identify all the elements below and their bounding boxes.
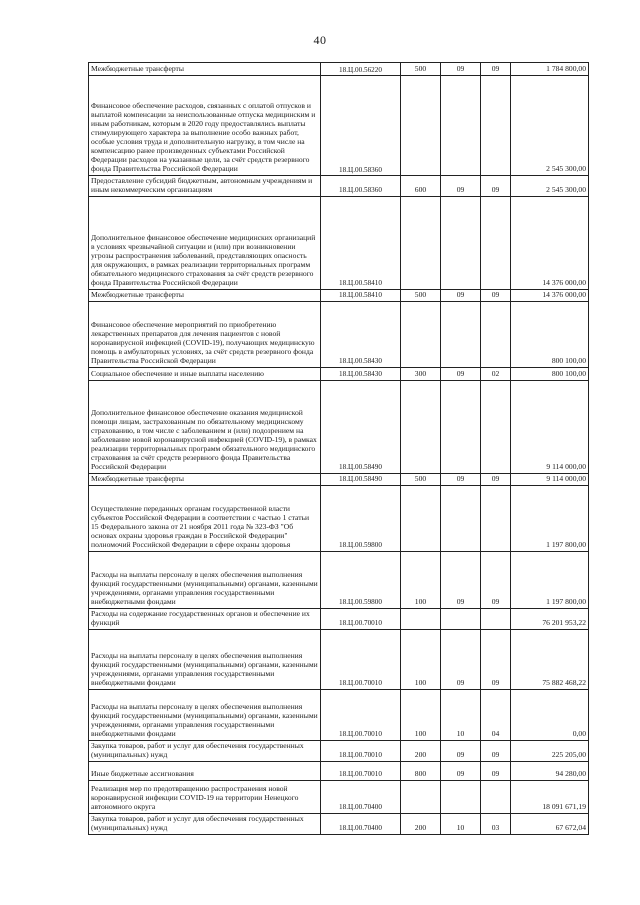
expense-type-code-cell <box>401 301 441 367</box>
expense-name-cell <box>89 473 321 485</box>
expense-name-text: Закупка товаров, работ и услуг для обеспечения государственных (муниципальных) нужд <box>91 813 304 832</box>
subsection-code-cell <box>481 76 511 176</box>
section-code-cell: 09 <box>441 629 481 689</box>
section-code-cell: 09 <box>441 740 481 761</box>
target-article-code-cell: 18.Ц.00.58490 <box>321 380 401 473</box>
page-number: 40 <box>313 33 327 47</box>
expense-type-code-cell <box>401 196 441 289</box>
section-code-cell: 09 <box>441 176 481 197</box>
section-code-cell: 09 <box>441 289 481 301</box>
expense-name-cell <box>89 380 321 473</box>
section-code-cell <box>441 780 481 813</box>
table-row <box>89 689 589 740</box>
amount-cell: 18 091 671,19 <box>511 780 589 813</box>
section-code-cell: 09 <box>441 367 481 380</box>
budget-table <box>88 62 589 835</box>
target-article-code-cell: 18.Ц.00.70010 <box>321 689 401 740</box>
section-code-cell: 09 <box>441 473 481 485</box>
amount-cell: 1 784 800,00 <box>511 63 589 76</box>
table-row <box>89 813 589 834</box>
amount-cell: 225 205,00 <box>511 740 589 761</box>
subsection-code-cell <box>481 380 511 473</box>
expense-name-text: Расходы на выплаты персоналу в целях обеспечения выполнения функций государственными (муниципальными) органами, казенными учреждениями, органами управления государственными внебюджетными фондами <box>91 702 318 738</box>
expense-type-code-cell: 500 <box>401 63 441 76</box>
expense-name-cell <box>89 176 321 197</box>
amount-cell: 14 376 000,00 <box>511 196 589 289</box>
table-row <box>89 176 589 197</box>
subsection-code-cell: 09 <box>481 63 511 76</box>
expense-name-cell <box>89 761 321 780</box>
budget-table-body <box>89 63 589 835</box>
target-article-code-cell: 18.Ц.00.58360 <box>321 76 401 176</box>
expense-name-cell <box>89 367 321 380</box>
section-code-cell <box>441 608 481 629</box>
target-article-code-cell: 18.Ц.00.58490 <box>321 473 401 485</box>
target-article-code-cell: 18.Ц.00.70400 <box>321 813 401 834</box>
expense-type-code-cell <box>401 76 441 176</box>
expense-type-code-cell: 200 <box>401 813 441 834</box>
subsection-code-cell: 09 <box>481 740 511 761</box>
target-article-code-cell: 18.Ц.00.56220 <box>321 63 401 76</box>
amount-cell: 14 376 000,00 <box>511 289 589 301</box>
table-row <box>89 196 589 289</box>
amount-cell: 1 197 800,00 <box>511 485 589 551</box>
expense-name-cell <box>89 780 321 813</box>
target-article-code-cell: 18.Ц.00.59800 <box>321 485 401 551</box>
subsection-code-cell: 09 <box>481 551 511 608</box>
section-code-cell: 09 <box>441 761 481 780</box>
amount-cell: 800 100,00 <box>511 367 589 380</box>
expense-name-text: Иные бюджетные ассигнования <box>91 768 194 778</box>
subsection-code-cell: 09 <box>481 629 511 689</box>
expense-name-text: Финансовое обеспечение мероприятий по приобретению лекарственных препаратов для лечения пациентов с новой коронавирусной инфекцией (COVID-19), получающих медицинскую помощь в амбулаторных условиях, за счёт средств резервного фонда Правительства Российской Федерации <box>91 320 315 365</box>
target-article-code-cell: 18.Ц.00.70400 <box>321 780 401 813</box>
subsection-code-cell: 02 <box>481 367 511 380</box>
target-article-code-cell: 18.Ц.00.58430 <box>321 367 401 380</box>
expense-name-text: Расходы на содержание государственных органов и обеспечение их функций <box>91 608 310 627</box>
expense-name-cell <box>89 629 321 689</box>
expense-name-text: Расходы на выплаты персоналу в целях обеспечения выполнения функций государственными (муниципальными) органами, казенными учреждениями, органами управления государственными внебюджетными фондами <box>91 570 318 606</box>
target-article-code-cell: 18.Ц.00.58410 <box>321 196 401 289</box>
section-code-cell <box>441 76 481 176</box>
section-code-cell <box>441 380 481 473</box>
table-row <box>89 367 589 380</box>
expense-type-code-cell: 500 <box>401 473 441 485</box>
subsection-code-cell <box>481 301 511 367</box>
expense-name-cell <box>89 551 321 608</box>
subsection-code-cell <box>481 485 511 551</box>
table-row <box>89 485 589 551</box>
subsection-code-cell <box>481 780 511 813</box>
expense-type-code-cell: 100 <box>401 689 441 740</box>
expense-name-cell <box>89 76 321 176</box>
expense-name-text: Финансовое обеспечение расходов, связанных с оплатой отпусков и выплатой компенсации за неиспользованные отпуска медицинским и иным работникам, которым в 2020 году предоставлялись выплаты стимулирующего характера за выполнение особо важных работ, особые условия труда и дополнительную нагрузку, в том числе на компенсацию ранее произведенных субъектами Российской Федерации расходов на указанные цели, за счёт средств резервного фонда Правительства Российской Федерации <box>91 101 316 174</box>
expense-name-text: Предоставление субсидий бюджетным, автономным учреждениям и иным некоммерческим организациям <box>91 176 313 194</box>
expense-name-text: Межбюджетные трансферты <box>91 473 184 483</box>
subsection-code-cell: 09 <box>481 473 511 485</box>
amount-cell: 800 100,00 <box>511 301 589 367</box>
subsection-code-cell <box>481 196 511 289</box>
expense-type-code-cell: 500 <box>401 289 441 301</box>
expense-name-cell <box>89 196 321 289</box>
expense-name-cell <box>89 289 321 301</box>
table-row <box>89 761 589 780</box>
target-article-code-cell: 18.Ц.00.58430 <box>321 301 401 367</box>
section-code-cell: 09 <box>441 551 481 608</box>
target-article-code-cell: 18.Ц.00.70010 <box>321 608 401 629</box>
expense-type-code-cell: 200 <box>401 740 441 761</box>
expense-name-text: Межбюджетные трансферты <box>91 289 184 299</box>
target-article-code-cell: 18.Ц.00.70010 <box>321 761 401 780</box>
amount-cell: 0,00 <box>511 689 589 740</box>
expense-type-code-cell: 100 <box>401 551 441 608</box>
expense-name-text: Реализация мер по предотвращению распространения новой коронавирусной инфекции COVID-19 на территории Ненецкого автономного округа <box>91 783 299 811</box>
expense-name-text: Осуществление переданных органам государственной власти субъектов Российской Федерации в соответствии с частью 1 статьи 15 Федерального закона от 21 ноября 2011 года № 323-ФЗ "Об основах охраны здоровья граждан в Российской Федерации" полномочий Российской Федерации в сфере охраны здоровья <box>91 504 310 549</box>
subsection-code-cell: 09 <box>481 289 511 301</box>
expense-name-text: Социальное обеспечение и иные выплаты населению <box>91 368 264 378</box>
expense-name-text: Межбюджетные трансферты <box>91 64 184 74</box>
section-code-cell <box>441 301 481 367</box>
table-row <box>89 289 589 301</box>
section-code-cell: 10 <box>441 689 481 740</box>
target-article-code-cell: 18.Ц.00.59800 <box>321 551 401 608</box>
amount-cell: 9 114 000,00 <box>511 473 589 485</box>
table-row <box>89 301 589 367</box>
expense-name-text: Дополнительное финансовое обеспечение медицинских организаций в условиях чрезвычайной ситуации и (или) при возникновении угрозы распространения заболеваний, представляющих опасность для окружающих, в рамках реализации территориальных программ обязательного медицинского страхования за счёт средств резервного фонда Правительства Российской Федерации <box>91 233 316 287</box>
expense-type-code-cell: 600 <box>401 176 441 197</box>
expense-name-text: Дополнительное финансовое обеспечение оказания медицинской помощи лицам, застрахованным по обязательному медицинскому страхованию, в том числе с заболеванием и (или) подозрением на заболевание новой коронавирусной инфекцией (COVID-19), в рамках реализации территориальных программ обязательного медицинского страхования за счёт средств резервного фонда Правительства Российской Федерации <box>91 408 317 471</box>
table-row <box>89 740 589 761</box>
amount-cell: 2 545 300,00 <box>511 176 589 197</box>
target-article-code-cell: 18.Ц.00.58410 <box>321 289 401 301</box>
subsection-code-cell: 04 <box>481 689 511 740</box>
expense-name-text: Расходы на выплаты персоналу в целях обеспечения выполнения функций государственными (муниципальными) органами, казенными учреждениями, органами управления государственными внебюджетными фондами <box>91 651 318 687</box>
amount-cell: 67 672,04 <box>511 813 589 834</box>
expense-type-code-cell <box>401 485 441 551</box>
amount-cell: 2 545 300,00 <box>511 76 589 176</box>
table-row <box>89 551 589 608</box>
subsection-code-cell <box>481 608 511 629</box>
expense-type-code-cell <box>401 608 441 629</box>
subsection-code-cell: 03 <box>481 813 511 834</box>
section-code-cell: 10 <box>441 813 481 834</box>
section-code-cell <box>441 485 481 551</box>
table-row <box>89 608 589 629</box>
subsection-code-cell: 09 <box>481 176 511 197</box>
expense-name-cell <box>89 301 321 367</box>
amount-cell: 94 280,00 <box>511 761 589 780</box>
section-code-cell: 09 <box>441 63 481 76</box>
amount-cell: 9 114 000,00 <box>511 380 589 473</box>
amount-cell: 76 201 953,22 <box>511 608 589 629</box>
expense-name-cell <box>89 63 321 76</box>
table-row <box>89 76 589 176</box>
subsection-code-cell: 09 <box>481 761 511 780</box>
expense-type-code-cell: 100 <box>401 629 441 689</box>
expense-name-text: Закупка товаров, работ и услуг для обеспечения государственных (муниципальных) нужд <box>91 740 304 759</box>
expense-type-code-cell: 800 <box>401 761 441 780</box>
table-row <box>89 780 589 813</box>
amount-cell: 75 882 468,22 <box>511 629 589 689</box>
target-article-code-cell: 18.Ц.00.70010 <box>321 629 401 689</box>
table-row <box>89 380 589 473</box>
expense-name-cell <box>89 608 321 629</box>
expense-type-code-cell <box>401 380 441 473</box>
amount-cell: 1 197 800,00 <box>511 551 589 608</box>
table-row <box>89 63 589 76</box>
expense-type-code-cell <box>401 780 441 813</box>
target-article-code-cell: 18.Ц.00.58360 <box>321 176 401 197</box>
expense-name-cell <box>89 740 321 761</box>
expense-name-cell <box>89 485 321 551</box>
expense-type-code-cell: 300 <box>401 367 441 380</box>
expense-name-cell <box>89 689 321 740</box>
expense-name-cell <box>89 813 321 834</box>
section-code-cell <box>441 196 481 289</box>
table-row <box>89 629 589 689</box>
target-article-code-cell: 18.Ц.00.70010 <box>321 740 401 761</box>
table-row <box>89 473 589 485</box>
